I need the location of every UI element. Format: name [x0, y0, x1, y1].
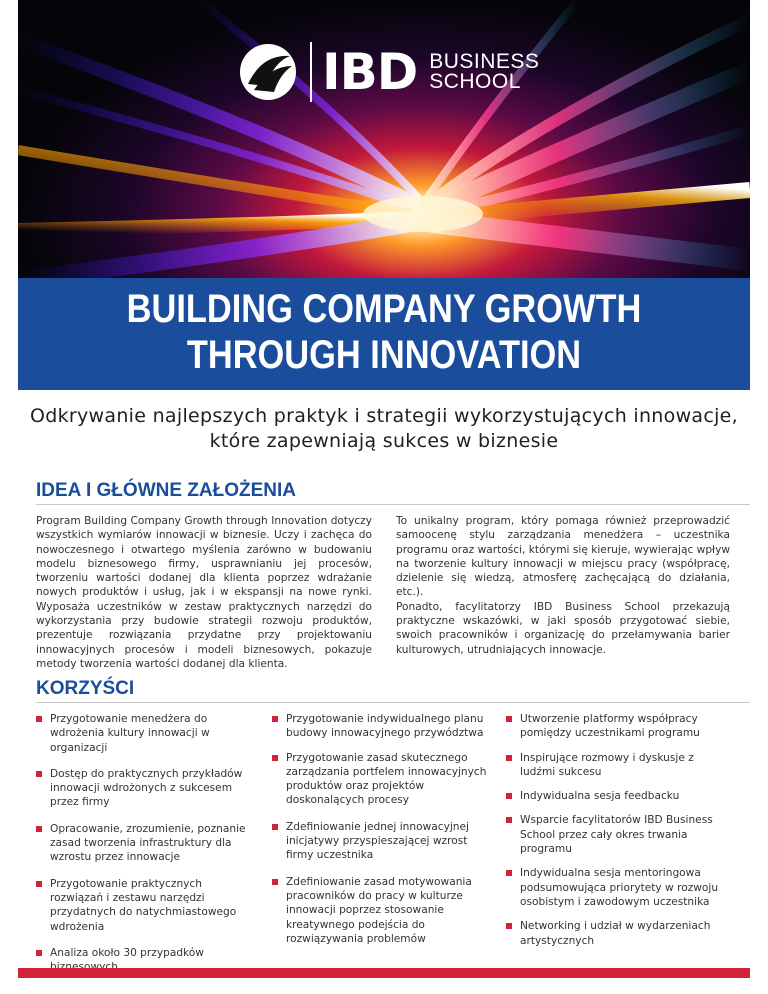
idea-right-text-1: To unikalny program, który pomaga również przeprowadzić samoocenę stylu zarządzania menedżera – uczestnika programu oraz wartości, którymi się kieruje, wywierając wpływ na tworzenie kultury innowacji w miejscu pracy (współpracę, dzielenie się wiedzą, atmosferę zachęcającą do działania, etc.).	[396, 515, 730, 599]
bullet-icon	[36, 771, 42, 777]
list-item: Utworzenie platformy współpracy pomiędzy uczestnikami programu	[506, 712, 732, 741]
logo-line-2: SCHOOL	[429, 70, 521, 93]
list-item: Dostęp do praktycznych przykładów innowacji wdrożonych z sukcesem przez firmy	[36, 767, 256, 810]
list-item: Przygotowanie praktycznych rozwiązań i zestawu narzędzi przydatnych do natychmiastowego wdrożenia	[36, 877, 256, 934]
subtitle-line-1: Odkrywanie najlepszych praktyk i strategii wykorzystujących innowacje,	[29, 405, 739, 427]
bullet-icon	[272, 716, 278, 722]
list-item: Inspirujące rozmowy i dyskusje z ludźmi sukcesu	[506, 751, 732, 780]
bullet-icon	[36, 950, 42, 956]
title-band	[18, 278, 750, 390]
logo-school-text	[429, 52, 539, 92]
bullet-icon	[36, 716, 42, 722]
logo-line-1: BUSINESS	[429, 50, 540, 73]
idea-left-text: Program Building Company Growth through Innovation dotyczy wszystkich wymiarów innowacji w biznesie. Uczy i zachęca do nowoczesnego i otwartego myślenia zarówno w budowaniu modelu biznesowego firmy, usprawnianiu jej procesów, tworzeniu wartości dodanej dla klienta poprzez wdrażanie nowych produktów i usług, jak i w ekspansji na nowe rynki. Wyposaża uczestników w zestaw praktycznych narzędzi do wykorzystania przy budowie strategii rozwoju produktów, prezentuje rozwiązania przydatne przy projektowaniu innowacyjnych procesów i modeli biznesowych, pokazuje metody tworzenia wartości dodanej dla klienta.	[36, 515, 372, 670]
bullet-icon	[506, 817, 512, 823]
idea-right-column	[396, 514, 730, 657]
logo-brand-text: IBD	[322, 43, 418, 101]
benefits-column-1	[36, 712, 256, 974]
list-item: Przygotowanie menedżera do wdrożenia kultury innowacji w organizacji	[36, 712, 256, 755]
bullet-icon	[506, 923, 512, 929]
title-line-1: BUILDING COMPANY GROWTH	[126, 287, 642, 331]
list-item: Zdefiniowanie jednej innowacyjnej inicjatywy przyspieszającej wzrost firmy uczestnika	[272, 820, 488, 863]
bullet-icon	[272, 824, 278, 830]
idea-heading: IDEA I GŁÓWNE ZAŁOŻENIA	[36, 480, 297, 501]
subtitle	[18, 404, 750, 454]
subtitle-line-2: które zapewniają sukces w biznesie	[209, 430, 559, 452]
list-item: Indywidualna sesja feedbacku	[506, 789, 732, 803]
swoosh-logo-icon	[240, 44, 296, 100]
list-item: Zdefiniowanie zasad motywowania pracowników do pracy w kulturze innowacji poprzez stosowanie kreatywnego podejścia do rozwiązywania problemów	[272, 875, 488, 946]
benefits-column-3	[506, 712, 732, 948]
bullet-icon	[36, 881, 42, 887]
list-item: Opracowanie, zrozumienie, poznanie zasad tworzenia infrastruktury dla wzrostu przez innowacje	[36, 822, 256, 865]
bullet-icon	[506, 755, 512, 761]
idea-left-column	[36, 514, 372, 671]
benefits-divider	[36, 702, 750, 703]
page-title	[69, 286, 699, 378]
list-item: Networking i udział w wydarzeniach artystycznych	[506, 919, 732, 948]
bullet-icon	[272, 879, 278, 885]
logo-divider	[310, 42, 312, 102]
bullet-icon	[272, 755, 278, 761]
bullet-icon	[506, 870, 512, 876]
bottom-accent-bar	[18, 968, 750, 978]
idea-right-text-2: Ponadto, facylitatorzy IBD Business School przekazują praktyczne wskazówki, w jaki sposób przygotować siebie, swoich pracowników i organizację do przełamywania barier kulturowych, utrudniających innowacje.	[396, 600, 730, 656]
bullet-icon	[506, 793, 512, 799]
hero-banner	[18, 0, 750, 390]
list-item: Przygotowanie indywidualnego planu budowy innowacyjnego przywództwa	[272, 712, 488, 741]
list-item: Indywidualna sesja mentoringowa podsumowująca priorytety w rozwoju osobistym i zawodowym uczestnika	[506, 866, 732, 909]
list-item: Wsparcie facylitatorów IBD Business School przez cały okres trwania programu	[506, 813, 732, 856]
benefits-column-2	[272, 712, 488, 946]
ibd-logo	[240, 44, 539, 100]
idea-divider	[36, 504, 750, 505]
benefits-heading: KORZYŚCI	[36, 678, 135, 699]
list-item: Analiza około 30 przypadków	[36, 946, 256, 975]
bullet-icon	[506, 716, 512, 722]
list-item: Przygotowanie zasad skutecznego zarządzania portfelem innowacyjnych produktów oraz projektów doskonalących procesy	[272, 751, 488, 808]
title-line-2: THROUGH INNOVATION	[186, 333, 582, 377]
bullet-icon	[36, 826, 42, 832]
